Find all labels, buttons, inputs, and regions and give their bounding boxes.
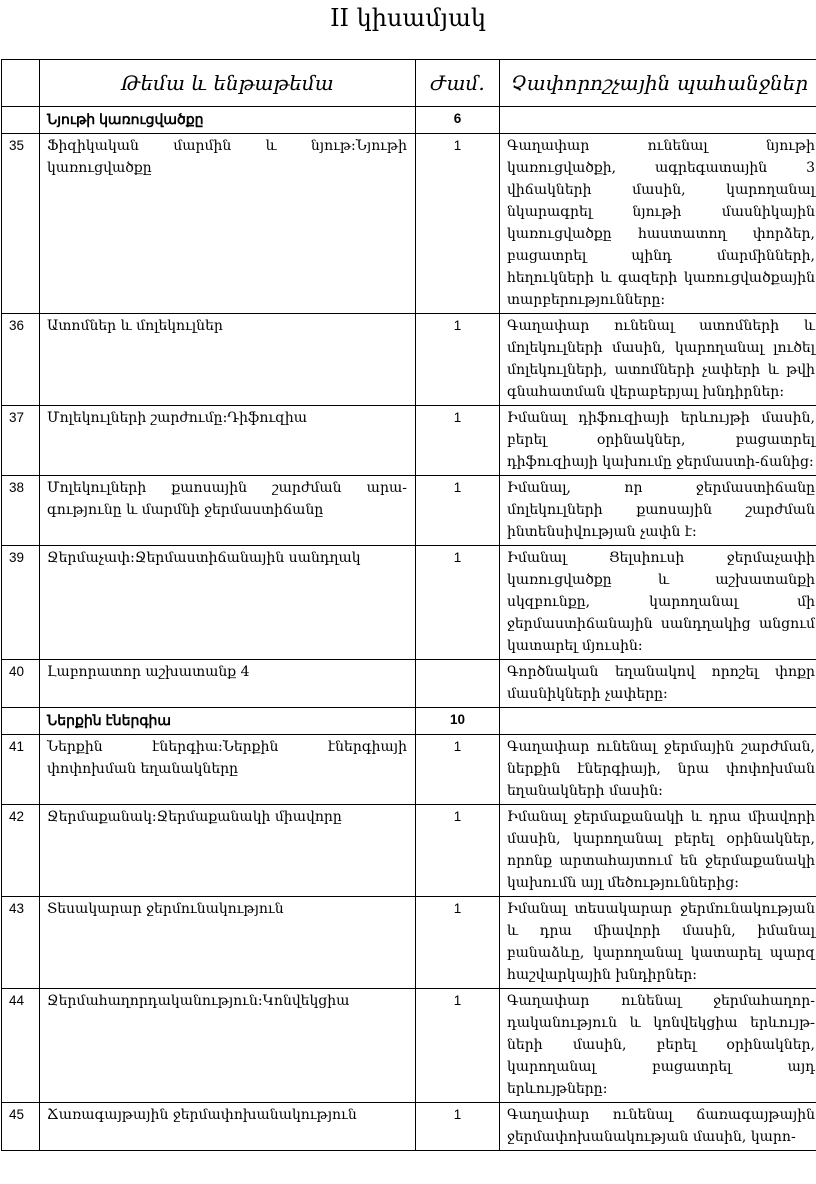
table-row [2, 805, 816, 897]
row-topic: Ատոմներ և մոլեկուլներ [40, 314, 416, 406]
row-number: 45 [2, 1103, 40, 1151]
table-row [2, 660, 816, 708]
row-requirements [500, 107, 816, 134]
row-requirements: Իմանալ տեսակարար ջերմունակության և դրա միավորի մասին, իմանալ բանաձևը, կարողանալ կատարել պարզ հաշվարկային խնդիրներ: [500, 897, 816, 989]
row-hours [416, 660, 500, 708]
row-number: 44 [2, 989, 40, 1103]
header-number [2, 60, 40, 107]
row-hours: 1 [416, 805, 500, 897]
row-number [2, 107, 40, 134]
row-topic: Ջերմաքանակ:Ջերմաքանակի միավորը [40, 805, 416, 897]
row-topic: Ջերմաչափ:Ջերմաստիճանային սանդղակ [40, 546, 416, 660]
row-number: 41 [2, 735, 40, 805]
row-number: 38 [2, 476, 40, 546]
header-topic: Թեմա և ենթաթեմա [40, 60, 416, 107]
table-row [2, 314, 816, 406]
row-number: 42 [2, 805, 40, 897]
row-hours: 1 [416, 476, 500, 546]
row-topic: Ջերմահաղորդականություն:Կոնվեկցիա [40, 989, 416, 1103]
row-hours: 1 [416, 1103, 500, 1151]
row-hours: 1 [416, 134, 500, 314]
table-row [2, 897, 816, 989]
row-topic: Տեսակարար ջերմունակություն [40, 897, 416, 989]
table-row [2, 1103, 816, 1151]
row-number: 39 [2, 546, 40, 660]
row-topic: Լաբորատոր աշխատանք 4 [40, 660, 416, 708]
row-topic: Ճառագայթային ջերմափոխանակություն [40, 1103, 416, 1151]
row-number: 37 [2, 406, 40, 476]
table-row [2, 476, 816, 546]
header-hours: Ժամ. [416, 60, 500, 107]
row-number: 36 [2, 314, 40, 406]
row-hours: 1 [416, 314, 500, 406]
table-header-row [2, 60, 816, 107]
row-number [2, 708, 40, 735]
row-hours: 1 [416, 735, 500, 805]
row-requirements: Գաղափար ունենալ ջերմահաղոր-դականություն և կոնվեկցիա երևույթ-ների մասին, բերել օրինակներ, կարողանալ բացատրել այդ երևույթները: [500, 989, 816, 1103]
table-row [2, 406, 816, 476]
table-row [2, 546, 816, 660]
row-hours: 1 [416, 897, 500, 989]
table-row [2, 735, 816, 805]
row-hours: 6 [416, 107, 500, 134]
row-topic: Ֆիզիկական մարմին և նյութ:Նյութի կառուցվածքը [40, 134, 416, 314]
row-hours: 1 [416, 406, 500, 476]
row-hours: 1 [416, 989, 500, 1103]
row-requirements: Իմանալ ջերմաքանակի և դրա միավորի մասին, կարողանալ բերել օրինակներ, որոնք արտահայտում են ջերմաքանակի կախումն այլ մեծություններից: [500, 805, 816, 897]
table-row [2, 134, 816, 314]
row-requirements: Գործնական եղանակով որոշել փոքր մասնիկների չափերը: [500, 660, 816, 708]
page-title: II կիսամյակ [330, 4, 486, 32]
row-requirements: Գաղափար ունենալ ջերմային շարժման, ներքին էներգիայի, նրա փոփոխման եղանակների մասին: [500, 735, 816, 805]
row-topic: Նյութի կառուցվածքը [40, 107, 416, 134]
row-topic: Ներքին էներգիա:Ներքին էներգիայի փոփոխման եղանակները [40, 735, 416, 805]
row-number: 40 [2, 660, 40, 708]
row-number: 43 [2, 897, 40, 989]
curriculum-table [1, 59, 816, 1151]
row-hours: 10 [416, 708, 500, 735]
row-requirements: Իմանալ, որ ջերմաստիճանը մոլեկուլների քաոսային շարժման ինտենսիվության չափն է: [500, 476, 816, 546]
row-requirements [500, 708, 816, 735]
row-number: 35 [2, 134, 40, 314]
row-requirements: Իմանալ Ցելսիուսի ջերմաչափի կառուցվածքը և աշխատանքի սկզբունքը, կարողանալ մի ջերմաստիճանային սանդղակից անցում կատարել մյուսին: [500, 546, 816, 660]
section-row [2, 107, 816, 134]
section-row [2, 708, 816, 735]
row-hours: 1 [416, 546, 500, 660]
row-requirements: Գաղափար ունենալ նյութի կառուցվածքի, ագրեգատային 3 վիճակների մասին, կարողանալ նկարագրել նյութի մասնիկային կառուցվածքը հաստատող փորձեր, բացատրել պինդ մարմինների, հեղուկների և գազերի կառուցվածքային տարբերությունները: [500, 134, 816, 314]
table-row [2, 989, 816, 1103]
row-topic: Ներքին էներգիա [40, 708, 416, 735]
header-requirements: Չափորոշչային պահանջներ [500, 60, 816, 107]
row-requirements: Իմանալ դիֆուզիայի երևույթի մասին, բերել օրինակներ, բացատրել դիֆուզիայի կախումը ջերմաստի-ճանից: [500, 406, 816, 476]
row-topic: Մոլեկուլների շարժումը:Դիֆուզիա [40, 406, 416, 476]
row-requirements: Գաղափար ունենալ ճառագայթային ջերմափոխանակության մասին, կարո- [500, 1103, 816, 1151]
row-requirements: Գաղափար ունենալ ատոմների և մոլեկուլների մասին, կարողանալ լուծել մոլեկուլների, ատոմների չափերի և թվի գնահատման վերաբերյալ խնդիրներ: [500, 314, 816, 406]
row-topic: Մոլեկուլների քաոսային շարժման արա-գությունը և մարմնի ջերմաստիճանը [40, 476, 416, 546]
